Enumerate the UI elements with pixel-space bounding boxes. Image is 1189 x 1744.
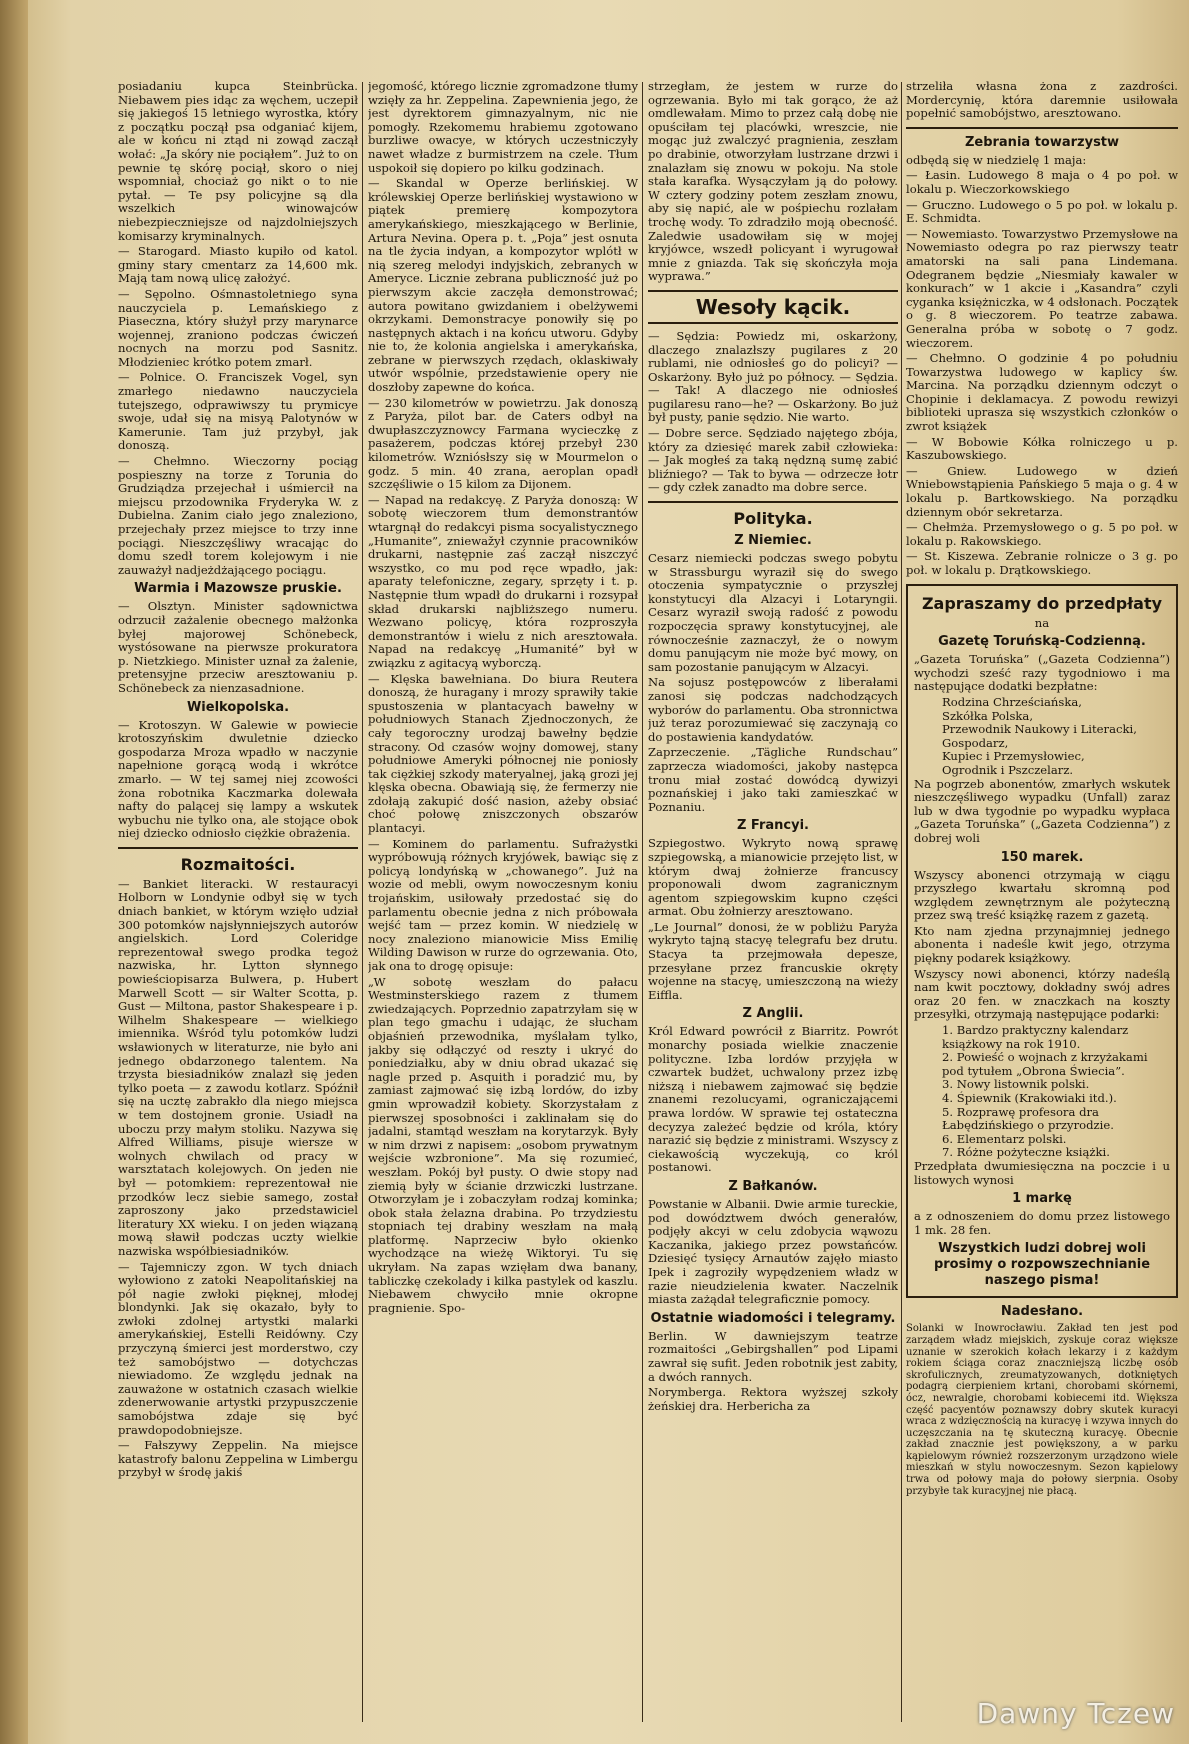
list-item: 1. Bardzo praktyczny kalendarz książkowy na rok 1910. — [942, 1023, 1129, 1051]
section-heading-telegramy: Ostatnie wiadomości i telegramy. — [650, 1310, 896, 1326]
news-item-chelmno: — Chełmno. Wieczorny pociąg pospieszny na torze z Torunia do Grudziądza przejechał i uśmiercił na miejscu przodownika Fryderyka W. z Dubielna. Zanim ciało jego znaleziono, przejechały przez miejsce to trzy inne pociągi. Nieszczęśliwy wracając do domu szedł torem kolejowym i nie zauważył nadjeżdżającego pociągu. — [118, 454, 358, 577]
gifts-list — [914, 1024, 1170, 1160]
news-item-aviation: — 230 kilometrów w powietrzu. Jak donoszą z Paryża, pilot bar. de Caters odbył na dwupłaszczyznowcy Farmana wycieczkę z pasażerem, podczas której przebył 230 kilometrów. Wzniósłszy się w Mourmelon o godz. 5 min. 40 zrana, aeroplan opadł szczęśliwie o 15 kilom za Dijonem. — [368, 395, 638, 492]
subscription-heading: Zapraszamy do przedpłaty — [921, 593, 1163, 613]
meeting-item: — Łasin. Ludowego 8 maja o 4 po poł. w lokalu p. Wieczorkowskiego — [906, 168, 1178, 196]
news-item-bankiet: — Bankiet literacki. W restauracyi Holborn w Londynie odbył się w tych dniach bankiet, w którym wzięło udział 300 potomków najsłynniejszych autorów angielskich. Lord Coleridge reprezentował swego prodka tegoż nazwiska, hr. Lytton słynnego powieściopisarza Bulwera, p. Hubert Marwell Scott — sir Walter Scotta, p. Gust — Miltona, pastor Shakespeare i p. Wilhelm Shakespeare — wielkiego imiennika. Wśród tylu potomków ludzi wsławionych w literaturze, nie było ani jednego obdarzonego talentem. Na trzysta biesiadników znalazł się jeden tylko poeta — z zawodu kotlarz. Spóźnił się na ucztę zabrakło dla niego miejsca w tem dostojnem gronie. Usiadł na uboczu przy małym stoliku. Nazywa się Alfred Williams, pisuje wiersze w wolnych chwilach od pracy w warsztatach kolejowych. On jeden nie był — potomkiem: reprezentował nie przodków lecz siebie samego, został zaproszony jako przedstawiciel literatury XX wieku. I on jeden wiązaną mową sławił podczas uczty wielkie nazwiska współbiesiadników. — [118, 876, 358, 1258]
list-item: Przewodnik Naukowy i Literacki, — [942, 722, 1137, 737]
text: Wszyscy abonenci otrzymają w ciągu przyszłego kwartału skromną pod względem zewnętrznym ale pożyteczną przez swą treść książkę razem z gazetą. — [914, 867, 1170, 923]
page-edge — [0, 0, 28, 1744]
subscription-box — [906, 584, 1178, 1299]
price: 1 markę — [1012, 1191, 1072, 1207]
list-item: 6. Elementarz polski. — [942, 1131, 1067, 1146]
section-heading-wesoly-kacik: Wesoły kącik. — [648, 290, 898, 324]
column-4 — [906, 80, 1178, 1735]
section-heading-nadeslano: Nadesłano. — [1000, 1304, 1084, 1320]
news-item-napad: — Napad na redakcyę. Z Paryża donoszą: W sobotę wieczorem tłum demonstrantów wtargnął do redakcyi pisma socyalistycznego „Humanite”, zniewažył czynnie pracowników drukarni, następnie zaś zaczął niszczyć wszystko, co mu pod ręce wpadło, jak: aparaty telefoniczne, zegary, sprzęty i t. p. Następnie tłum wpadł do drukarni i rozsypał skład drukarski najbliższego numeru. Wezwano policyę, która rozproszyła demonstrantów i wielu z nich aresztowała. Napad na redakcyę „Humanité” był w związku z agitacyą wyborczą. — [368, 492, 638, 670]
subheading-anglia: Z Anglii. — [742, 1006, 804, 1022]
news-item: Powstanie w Albanii. Dwie armie tureckie, pod dowództwem dwóch generałów, podjęły akcyi w celu zdobycia wąwozu Kaczanika, jakiego przez powstańców. Dziesięć tysięcy Arnautów zajęło miasto Ipek i zagroziły wypędzeniem władz w razie nieudzielenia kwater. Naczelnik miasta zażądał telegraficznie pomocy. — [648, 1196, 898, 1307]
news-item: „Le Journal” donosi, że w pobliżu Paryża wykryto tajną stacyę telegrafu bez drutu. Stacya ta przejmowała depesze, przesyłane przez francuskie okręty wojenne na stacyę, umieszczoną na wieży Eiffla. — [648, 919, 898, 1002]
advertisement: Solanki w Inowrocławiu. Zakład ten jest pod zarządem władz miejskich, zyskuje coraz większe uznanie w szerokich kołach lekarzy i z każdym rokiem ściąga coraz znaczniejszą liczbę osób skrofulicznych, zreumatyzowanych, dotkniętych podagrą cierpieniem krtani, chorobami skórnemi, ócz, newralgie, chorobami kobiecemi itd. Większa część pacyentów poznawszy dobry skutek kuracyi wraca z wdzięcznością na kuracyę i wzywa innych do uczęszczania na tę skuteczną kuracyę. Obecnie zakład znacznie jest powiększony, a w parku kąpielowym również rozszerzonym urządzono wiele mieszkań w stylu nowoczesnym. Sezon kąpielowy trwa od połowy maja do połowy sierpnia. Osoby przybyłe tak kuracyjnej nie płacą. — [906, 1323, 1178, 1497]
section-heading-polityka: Polityka. — [733, 509, 813, 529]
meeting-item: — Chełmno. O godzinie 4 po południu Towarzystwa ludowego w kaplicy św. Marcina. Na porządku dziennym odczyt o Chopinie i deklamacya. Z powodu rewizyi biblioteki uprasza się wszystkich członków o zwrot książek — [906, 351, 1178, 434]
news-item-zgon: — Tajemniczy zgon. W tych dniach wyłowiono z zatoki Neapolitańskiej na pół nagie zwłoki pięknej, młodej blondynki. Jak się okazało, były to zwłoki zdolnej artystki malarki amerykańskiej, Estelli Reidówny. Czy przyczyną śmierci jest morderstwo, czy też samobójstwo — dotychczas niewiadomo. Ze względu jednak na zauważone w ostatnich czasach wielkie zdenerwowanie artystki przypuszczenie samobójstwa zdaje się być prawdopodobniejsze. — [118, 1259, 358, 1437]
supplements-list — [914, 696, 1170, 778]
article-text: „W sobotę weszłam do pałacu Westminsterskiego razem z tłumem zwiedzających. Poprzednio zapatrzyłam się w plan tego gmachu i udając, że słucham objaśnień przewodnika, myślałam tylko, jakby się odłączyć od reszty i ukryć do poniedziałku, aby w dniu obrad ukazać się nagle przed p. Asquith i poradzić mu, by zamiast zajmować się izbą lordów, do izby gmin wprowadził kobiety. Skorzystałam z pierwszej sposobności i zaklinałam się do jadalni, stamtąd weszłam na korytarzyk. Były w nim drzwi z napisem: „osobom prywatnym wejście wzbronione”. Ma się rozumieć, weszłam. Pokój był pusty. O dwie stopy nad ziemią były w ścianie drzwiczki lustrzane. Otworzyłam je i zobaczyłam rodzaj kominka; obok stała żelazna drabina. Po trzydziestu stopniach tej drabiny weszłam na małą platformę. Naprzeciw było okienko wychodzące na wieżę Wiktoryi. Tu się ukryłam. Na zapas wzięłam dwa banany, tabliczkę czekolady i kilka pastylek od kaszlu. Niebawem chwyciło mnie okropne pragnienie. Spo- — [368, 974, 638, 1315]
joke-item: — Sędzia: Powiedz mi, oskarżony, dlaczego znalazłszy pugilares z 20 rublami, nie odniosłeś go do policyi? — Oskarżony. Było już po północy. — Sędzia. — Tak! A dlaczego nie odniosłeś pugilaresu rano—he? — Oskarżony. Bo już był pusty, panie sędzio. Nie warto. — [648, 328, 898, 425]
article-text: jegomość, którego licznie zgromadzone tłumy wzięły za hr. Zeppelina. Zapewnienia jego, że jest dyrektorem gimnazyalnym, nic nie pomogły. Rzekomemu hrabiemu zgotowano burzliwe owacye, w których uczestniczyły nawet władze z burmistrzem na czele. Tłum uspokoił się dopiero po kilku godzinach. — [368, 80, 638, 175]
meeting-item: — Nowemiasto. Towarzystwo Przemysłowe na Nowemiasto odegra po raz pierwszy teatr amatorski na sali pana Lindemana. Odegranem będzie „Niesmiały kawaler w konkurach” w 1 akcie i „Kasandra” czyli cyganka księżniczka, w 4 odsłonach. Początek o g. 8 wieczorem. Po teatrze zabawa. Generalna próba w sobotę o 7 godz. wieczorem. — [906, 226, 1178, 350]
amount: 150 marek. — [1000, 849, 1084, 865]
column-1 — [118, 80, 358, 1735]
article-text: strzegłam, że jestem w rurze do ogrzewania. Było mi tak gorąco, że aż omdlewałam. Mimo to przez całą dobę nie opuściłam tej placówki, wreszcie, nie mogąc już zwalczyć pragnienia, zeszłam po drabinie, otworzyłam lustrzane drzwi i znalazłam się znowu w pokoju. Na stole stała karafka. Wysączyłam ją do połowy. W cztery godziny potem zeszłam znowu, aby się napić, ale w pośpiechu rozlałam trochę wody. To zdradziło moją obecność. Zaledwie usadowiłam się w mojej kryjówce, wszedł policyant i wyrugował mnie z gniazda. Tak się skończyła moja wyprawa.” — [648, 80, 898, 284]
news-item-starogard: — Starogard. Miasto kupiło od katol. gminy stary cmentarz za 14,600 mk. Mają tam nową ulicę założyć. — [118, 244, 358, 286]
newspaper-name: Gazetę Toruńską-Codzienną. — [938, 634, 1146, 650]
text: Kto nam zjedna przynajmniej jednego abonenta i nadeśle kwit jego, otrzyma piękny podarek książkowy. — [914, 923, 1170, 966]
news-item: Berlin. W dawniejszym teatrze rozmaitości „Gebirgshallen” pod Lipami zawrał się sufit. Jeden robotnik jest zabity, a dwóch rannych. — [648, 1328, 898, 1384]
news-item: Szpiegostwo. Wykryto nową sprawę szpiegowską, a mianowicie przejęto list, w którym dwaj żołnierze francuscy proponowali dwom zagranicznym agentom szpiegowskim kupno części armat. Obu żołnierzy aresztowano. — [648, 836, 898, 919]
appeal: Wszystkich ludzi dobrej woli prosimy o rozpowszechnianie naszego pisma! — [933, 1241, 1151, 1289]
column-rule — [362, 82, 363, 1722]
news-item-opera: — Skandal w Operze berlińskiej. W królewskiej Operze berlińskiej wystawiono w piątek premierę kompozytora amerykańskiego, mieszkającego w Berlinie, Artura Nevina. Opera p. t. „Poja” jest osnuta na tle życia indyan, a kompozytor wplótł w nią szereg melodyi indyjskich, zebranych w Ameryce. Licznie zebrana publiczność już po pierwszym akcie zaczęła demonstrować; autora powitano gwizdaniem i obelżywemi okrzykami. Demonstracye ponowiły się po następnych aktach i na końcu utworu. Gdyby nie to, że kolonia angielska i amerykańska, zebrane w pierwszych rzędach, oklaskiwały utwór wspólnie, przedstawienie opery nie doszłoby zapewne do końca. — [368, 176, 638, 395]
text: Na pogrzeb abonentów, zmarłych wskutek nieszczęśliwego wypadku (Unfall) zaraz lub w dwa tygodnie po wypadku wypłaca „Gazeta Toruńska” („Gazeta Codzienna”) z dobrej woli — [914, 776, 1170, 845]
news-item-zeppelin: — Fałszywy Zeppelin. Na miejsce katastrofy balonu Zeppelina w Limbergu przybył w środę jakiś — [118, 1438, 358, 1480]
text: „Gazeta Toruńska” („Gazeta Codzienna”) wychodzi sześć razy tygodniowo i ma następujące dodatki bezpłatne: — [914, 652, 1170, 694]
news-item-kominem: — Kominem do parlamentu. Sufrażystki wypróbowują różnych kryjówek, bawiąc się z policyą londyńską w „chowanego”. Już na wozie od mebli, owym nowoczesnym koniu trojańskim, usiłowały przedostać się do parlamentu obecnie jedna z nich próbowała wejść tam — przez komin. W niedzielę w nocy znaleziono mianowicie Miss Emilię Wilding Dawison w rurze do ogrzewania. Oto, jak ona to drogę opisuje: — [368, 836, 638, 973]
text: odbędą się w niedzielę 1 maja: — [906, 152, 1087, 167]
meeting-item: — Gruczno. Ludowego o 5 po poł. w lokalu p. E. Schmidta. — [906, 197, 1178, 226]
section-heading-zebrania: Zebrania towarzystw — [964, 134, 1120, 150]
text: a z odnoszeniem do domu przez listowego 1 mk. 28 fen. — [914, 1209, 1170, 1237]
section-heading-wielkopolska: Wielkopolska. — [186, 699, 290, 715]
list-item: Gospodarz, — [942, 735, 1009, 750]
news-item-bawelna: — Klęska bawełniana. Do biura Reutera donoszą, że huragany i mrozy sprawiły takie spustoszenia w plantacyach bawełny w południowych Stanach Zjednoczonych, że cały tegoroczny urodzaj bawełny będzie stracony. Od czasów wojny domowej, stany południowe Ameryki północnej nie poniosły tak ciężkiej szkody materyalnej, jaką grozi jej klęska obecna. Obawiają się, że fermerzy nie zdołają zakupić dość nasion, ażeby obsiać choć połowę zniszczonych obszarów plantacyi. — [368, 671, 638, 836]
meeting-item: — St. Kiszewa. Zebranie rolnicze o 3 g. po poł. w lokalu p. Drątkowskiego. — [906, 549, 1178, 577]
list-item: Ogrodnik i Pszczelarz. — [942, 762, 1074, 777]
subheading-balkany: Z Bałkanów. — [728, 1178, 818, 1194]
section-heading-warmia: Warmia i Mazowsze pruskie. — [134, 581, 342, 597]
list-item: 4. Śpiewnik (Krakowiaki itd.). — [942, 1091, 1117, 1105]
section-heading-rozmaitosci: Rozmaitości. — [180, 854, 296, 874]
news-item-polnice: — Polnice. O. Franciszek Vogel, syn zmarłego niedawno nauczyciela tutejszego, odprawiwszy tu prymicye swoje, udał się na misyą Palotynów w Kamerunie. Tam już przybył, jak donoszą. — [118, 370, 358, 453]
article-text: strzeliła własna żona z zazdrości. Mordercynię, która daremnie usiłowała popełnić samobójstwo, aresztowano. — [906, 80, 1178, 121]
subheading-niemcy: Z Niemiec. — [734, 533, 812, 549]
divider — [118, 847, 358, 849]
text: Wszyscy nowi abonenci, którzy nadeślą nam kwit pocztowy, dokładny swój adres oraz 20 fen. w znaczkach na koszty przesyłki, otrzymają następujące podarki: — [914, 966, 1170, 1022]
news-item: Na sojusz postępowców z liberałami zanosi się podczas nadchodzących wyborów do parlamentu. Oba stronnictwa już teraz porozumiewać się zaczynają co do postawienia kandydatów. — [648, 675, 898, 744]
meeting-item: — Gniew. Ludowego w dzień Wniebowstąpienia Pańskiego 5 maja o g. 4 w lokalu p. Bartkowskiego. Na porządku dziennym obór sekretarza. — [906, 463, 1178, 519]
list-item: 3. Nowy listownik polski. — [942, 1077, 1090, 1092]
text: Przedpłata dwumiesięczna na poczcie i u listowych wynosi — [914, 1158, 1170, 1187]
news-item-olsztyn: — Olsztyn. Minister sądownictwa odrzucił zażalenie obecnego małżonka byłej majorowej Schönebeck, wystósowane na pierwsze prokuratora p. Nietzkiego. Minister uznał za żalenie, pretensyjne przeciw aresztowaniu p. Schönebeck za nienzasadnione. — [118, 599, 358, 695]
news-item: Zaprzeczenie. „Tägliche Rundschau” zaprzecza wiadomości, jakoby następca tronu miał zostać dowódcą dywizyi poznańskiej i jako taki zamieszkać w Poznaniu. — [648, 745, 898, 814]
joke-item: — Dobre serce. Sędziado najętego zbója, który za dziesięć marek zabił człowieka: — Jak mogłeś za taką nędzną sumę zabić bliźniego? — Tak to bywa — odrzecze łotr — gdy człek zanadto ma dobre serce. — [648, 426, 898, 495]
column-rule — [642, 82, 643, 1722]
column-3 — [648, 80, 898, 1735]
news-item-sepolno: — Sępolno. Ośmnastoletniego syna nauczyciela p. Lemańskiego z Piaseczna, który służył przy marynarce wojennej, zraniono podczas ćwiczeń nocnych na morzu pod Sasnitz. Młodzieniec krótko potem zmarł. — [118, 286, 358, 369]
divider — [648, 501, 898, 503]
watermark: Dawny Tczew — [976, 1697, 1175, 1730]
article-text: posiadaniu kupca Steinbrücka. Niebawem pies idąc za węchem, uczepił się jakiegoś 15 letniego wyrostka, który z początku począł psa odganiać kijem, ale w końcu ni ztąd ni zowąd zaczął wołać: „Ja skóry nie pociąłem”. Już to on pewnie tę skórę pociął, skoro o niej wspomniał, chociaż go nikt o to nie pytał. — Te psy policyjne są dla wszelkich winowajców niebezpieczniejsze od najzdolniejszych komisarzy kryminalnych. — [118, 80, 358, 243]
news-item-krotoszyn: — Krotoszyn. W Galewie w powiecie krotoszyńskim dwuletnie dziecko gospodarza Mroza wpadło w naczynie napełnione gorącą wodą i wkrótce zmarło. — W tej samej niej zcowości żona robotnika Kaczmarka dolewała nafty do palącej się lampy a wskutek wybuchu nie tylko ona, ale stojące obok niej dziecko odniosło ciężkie obrażenia. — [118, 717, 358, 841]
meeting-item: — W Bobowie Kółka rolniczego u p. Kaszubowskiego. — [906, 434, 1178, 463]
list-item: 7. Różne pożyteczne książki. — [942, 1145, 1110, 1160]
list-item: Rodzina Chrześciańska, — [942, 694, 1082, 709]
subscription-heading-na: na — [1034, 615, 1050, 630]
subheading-francya: Z Francyi. — [736, 818, 809, 834]
column-rule — [901, 82, 902, 1722]
news-item: Norymberga. Rektora wyższej szkoły żeńskiej dra. Herbericha za — [648, 1385, 898, 1413]
list-item: Szkółka Polska, — [942, 708, 1034, 723]
divider — [906, 127, 1178, 129]
list-item: 2. Powieść o wojnach z krzyżakami pod tytułem „Obrona Świecia”. — [942, 1050, 1148, 1078]
meeting-item: — Chełmża. Przemysłowego o g. 5 po poł. w lokalu p. Rakowskiego. — [906, 520, 1178, 548]
list-item: Kupiec i Przemysłowiec, — [942, 749, 1085, 764]
column-2 — [368, 80, 638, 1735]
list-item: 5. Rozprawę profesora dra Łabędzińskiego o przyrodzie. — [942, 1104, 1114, 1133]
news-item: Cesarz niemiecki podczas swego pobytu w Strassburgu wyraził się do swego otoczenia sympatycznie o przyszłej konstytucyi dla Alzacyi i Lotaryngii. Cesarz wyraził swoją radość z powodu rozpoczęcia sprawy konstytucyjnej, ale równocześnie zaznaczył, że o nowym domu panującym nie może być mowy, on sam pozostanie panującym w Alzacyi. — [648, 551, 898, 674]
news-item: Król Edward powrócił z Biarritz. Powrót monarchy posiada wielkie znaczenie polityczne. Izba lordów przyjęła w czwartek budżet, uchwalony przez izbę niższą i niebawem zajmować się będzie znanemi rezolucyami, ograniczającemi prawa lordów. W sprawie tej ostateczna decyzya zależeć będzie od króla, który narazić się będzie z ministrami. Wszyscy z ciekawością wyczekują, co król postanowi. — [648, 1024, 898, 1175]
